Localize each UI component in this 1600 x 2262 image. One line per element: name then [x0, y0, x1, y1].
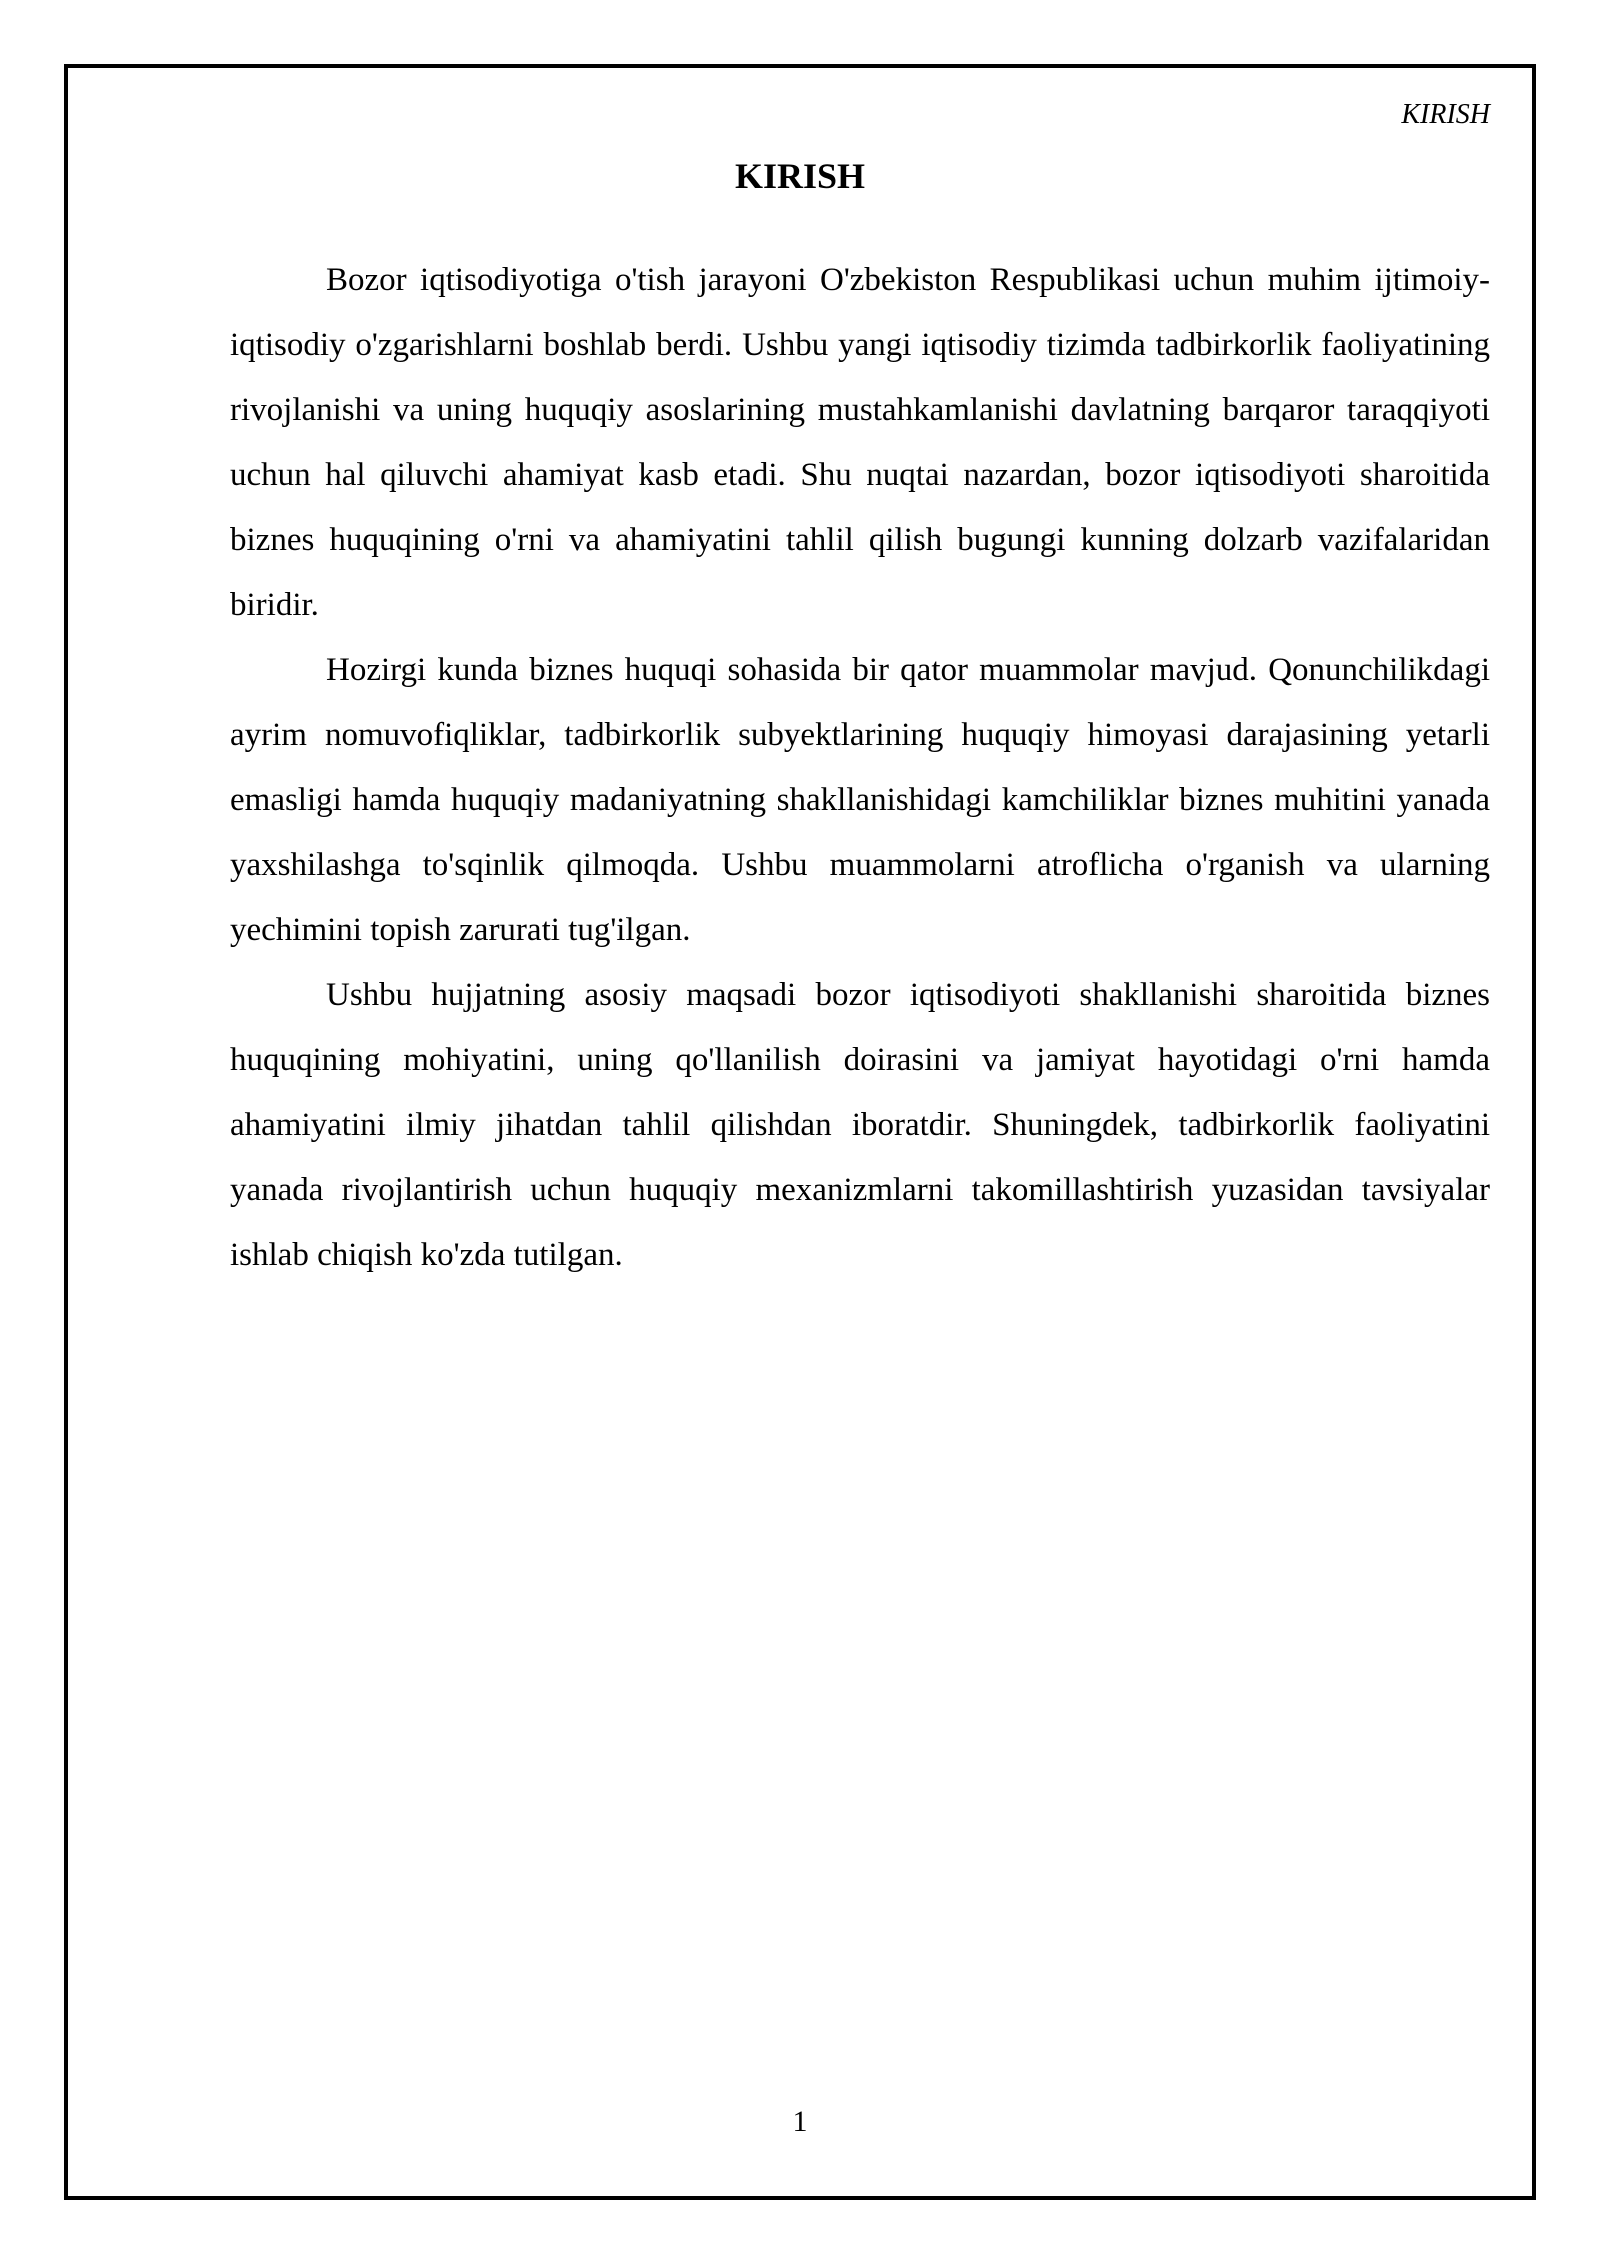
paragraph-3: Ushbu hujjatning asosiy maqsadi bozor iqtisodiyoti shakllanishi sharoitida biznes huquqining mohiyatini, uning qo'llanilish doirasini va jamiyat hayotidagi o'rni hamda ahamiyatini ilmiy jihatdan tahlil qilishdan iboratdir. Shuningdek, tadbirkorlik faoliyatini yanada rivojlantirish uchun huquqiy mexanizmlarni takomillashtirish yuzasidan tavsiyalar ishlab chiqish ko'zda tutilgan. — [230, 977, 1490, 1273]
page-title: KIRISH — [734, 156, 866, 196]
page-number: 1 — [792, 2105, 808, 2138]
running-header: KIRISH — [1401, 99, 1490, 130]
body-text — [230, 248, 1490, 1288]
paragraph-1: Bozor iqtisodiyotiga o'tish jarayoni O'zbekiston Respublikasi uchun muhim ijtimoiy-iqtisodiy o'zgarishlarni boshlab berdi. Ushbu yangi iqtisodiy tizimda tadbirkorlik faoliyatining rivojlanishi va uning huquqiy asoslarining mustahkamlanishi davlatning barqaror taraqqiyoti uchun hal qiluvchi ahamiyat kasb etadi. Shu nuqtai nazardan, bozor iqtisodiyoti sharoitida biznes huquqining o'rni va ahamiyatini tahlil qilish bugungi kunning dolzarb vazifalaridan biridir. — [230, 262, 1490, 623]
paragraph-2: Hozirgi kunda biznes huquqi sohasida bir qator muammolar mavjud. Qonunchilikdagi ayrim nomuvofiqliklar, tadbirkorlik subyektlarining huquqiy himoyasi darajasining yetarli emasligi hamda huquqiy madaniyatning shakllanishidagi kamchiliklar biznes muhitini yanada yaxshilashga to'sqinlik qilmoqda. Ushbu muammolarni atroflicha o'rganish va ularning yechimini topish zarurati tug'ilgan. — [230, 652, 1490, 948]
